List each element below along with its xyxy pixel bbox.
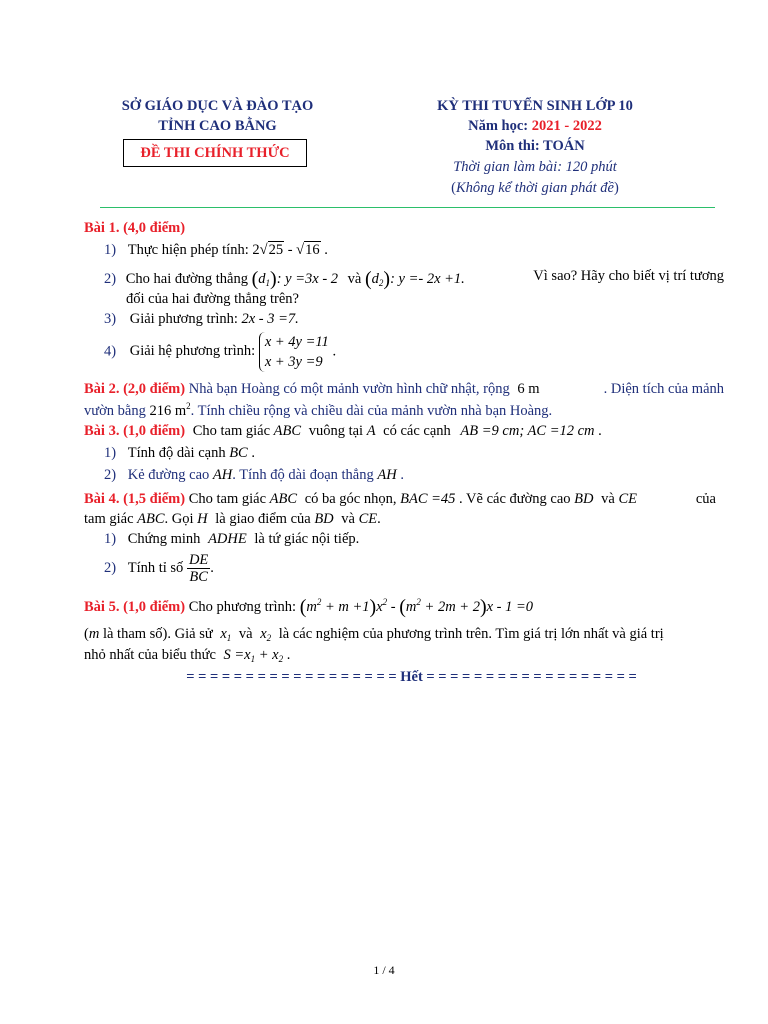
bai4-q1: 1) Chứng minh ADHE là tứ giác nội tiếp. <box>104 531 360 547</box>
bai1-q1: 1) Thực hiện phép tính: 2√25 - √16 . <box>104 242 328 258</box>
bai1-q2: 2) Cho hai đường thẳng $(d_1)$: y =3x - 2 và $(d_2)$: y =- 2x +1. Vì sao? Hãy cho biết vị trí tương <box>104 268 724 290</box>
bai1-q1-math: 2√25 - √16 . <box>252 242 328 258</box>
bai1-q2-line2: đối của hai đường thẳng trên? <box>126 291 299 307</box>
time-note: (Không kể thời gian phát đề) <box>451 180 619 196</box>
bai4-line1: Bài 4. (1,5 điểm) Cho tam giác ABC có ba góc nhọn, BAC =45 . Vẽ các đường cao BD và CE của <box>84 491 716 507</box>
bai1-title: Bài 1. (4,0 điểm) <box>84 220 186 236</box>
bai1-q4: 4) Giải hệ phương trình: x + 4y =11 x + 3y =9 . <box>104 334 337 370</box>
angle-bac: BAC =45 <box>400 491 456 507</box>
ratio-de-bc: $\frac{DE}{BC}$ <box>188 552 209 585</box>
bai1-q4-system: x + 4y =11 x + 3y =9 <box>259 332 329 372</box>
bai5-equation: $(m^2 + m +1)x^2 - (m^2 + 2m + 2)x - 1 =0$ <box>299 596 534 618</box>
bai1-q3-math: 2x - 3 =7. <box>241 311 299 327</box>
bai4-line2: tam giác ABC. Gọi H là giao điểm của BD và CE. <box>84 511 381 527</box>
page-number: 1 / 4 <box>373 963 395 977</box>
school-year <box>390 118 680 135</box>
bai3-q2: 2) Kẻ đường cao AH. Tính độ dài đoạn thẳng AH . <box>104 467 404 483</box>
official-exam-label: ĐỀ THI CHÍNH THỨC <box>140 145 290 161</box>
province-name: TỈNH CAO BẰNG <box>158 118 277 134</box>
bai3-line1: Bài 3. (1,0 điểm) Cho tam giác ABC vuông tại A có các cạnh AB =9 cm; AC =12 cm . <box>84 423 602 439</box>
end-line: = = = = = = = = = = = = = = = = = = Hết = = = = = = = = = = = = = = = = = = <box>186 669 637 685</box>
line-d1: $(d_1)$: y =3x - 2 <box>251 268 339 290</box>
school-year-label: Năm học: <box>468 118 532 134</box>
bai1-q3: 3) Giải phương trình: 2x - 3 =7. <box>104 311 299 327</box>
school-year-value: 2021 - 2022 <box>531 118 602 134</box>
official-exam-box <box>123 139 307 167</box>
bai2-line2: vườn bằng 216 $m^2$. Tính chiều rộng và chiều dài của mảnh vườn nhà bạn Hoàng. <box>84 401 553 419</box>
bai5-line2: (m là tham số). Giả sử $x_1$ và $x_2$ là các nghiệm của phương trình trên. Tìm giá trị lớn nhất và giá trị <box>84 626 664 643</box>
time-limit: Thời gian làm bài: 120 phút <box>453 159 617 175</box>
bai4-q2: 2) Tính tỉ số $\frac{DE}{BC}$ . <box>104 552 214 585</box>
bai2-line1: Bài 2. (2,0 điểm) Nhà bạn Hoàng có một mảnh vườn hình chữ nhật, rộng 6 m . Diện tích của mảnh <box>84 381 724 397</box>
department-name: SỞ GIÁO DỤC VÀ ĐÀO TẠO <box>121 98 314 114</box>
exam-title: KỲ THI TUYỂN SINH LỚP 10 <box>437 98 633 114</box>
subject: Môn thi: TOÁN <box>485 138 585 154</box>
bai5-line3: nhỏ nhất của biểu thức $S =x_1 + x_2$ . <box>84 647 291 664</box>
header-divider <box>100 207 715 208</box>
bai5-line1: Bài 5. (1,0 điểm) Cho phương trình: $(m^2 + m +1)x^2 - (m^2 + 2m + 2)x - 1 =0$ <box>84 596 534 618</box>
time-note-text: Không kể thời gian phát đề <box>456 180 614 196</box>
line-d2: $(d_2)$: y =- 2x +1. <box>364 268 465 290</box>
bai3-q1: 1) Tính độ dài cạnh BC . <box>104 445 255 461</box>
bai3-sides: AB =9 cm; AC =12 cm <box>460 423 595 439</box>
